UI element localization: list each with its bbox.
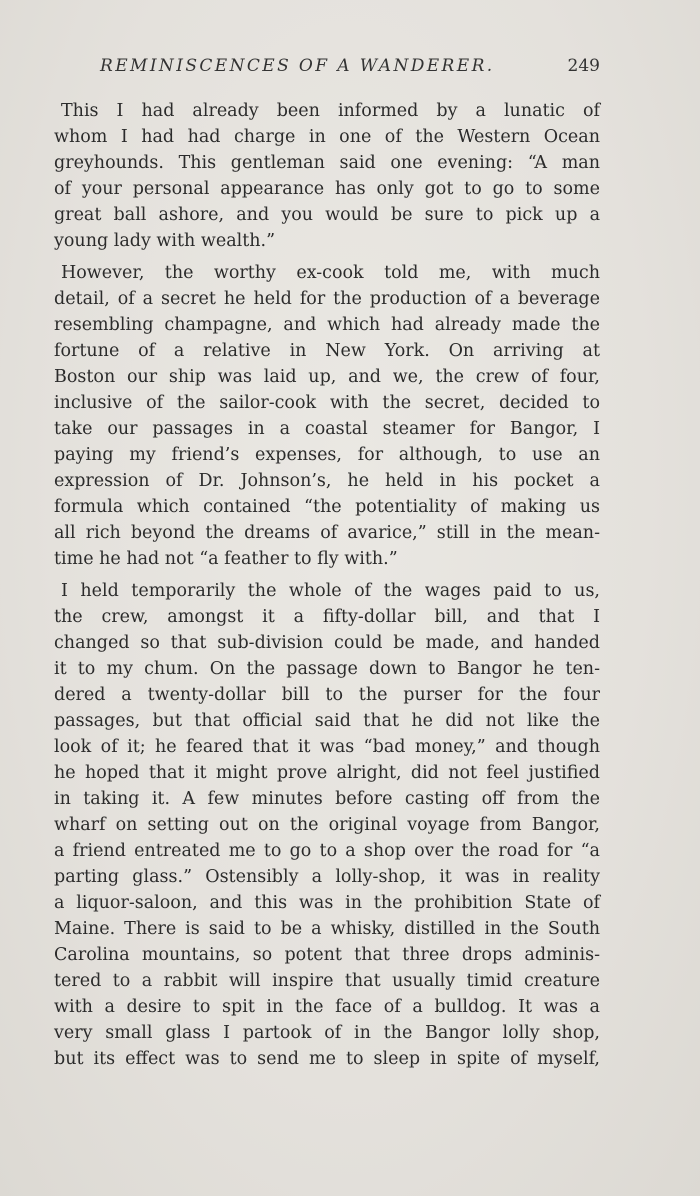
text-line: a liquor-saloon, and this was in the prohibition State of xyxy=(54,893,600,913)
text-line: changed so that sub-division could be made, and handed xyxy=(54,633,600,653)
text-line: look of it; he feared that it was “bad money,” and though xyxy=(54,737,600,757)
running-title: REMINISCENCES OF A WANDERER. xyxy=(100,56,495,76)
text-line: great ball ashore, and you would be sure to pick up a xyxy=(54,205,600,225)
text-line: all rich beyond the dreams of avarice,” still in the mean- xyxy=(54,523,600,543)
text-line: expression of Dr. Johnson’s, he held in his pocket a xyxy=(54,471,600,491)
text-line: but its effect was to send me to sleep in spite of myself, xyxy=(54,1049,600,1069)
text-line: paying my friend’s expenses, for although, to use an xyxy=(54,445,600,465)
text-line: passages, but that official said that he did not like the xyxy=(54,711,600,731)
text-line: of your personal appearance has only got to go to some xyxy=(54,179,600,199)
page-header xyxy=(100,56,600,82)
text-line: the crew, amongst it a fifty-dollar bill, and that I xyxy=(54,607,600,627)
text-line: This I had already been informed by a lunatic of xyxy=(61,101,600,121)
text-line: fortune of a relative in New York. On arriving at xyxy=(54,341,600,361)
paragraph-3 xyxy=(54,578,600,1072)
text-line: tered to a rabbit will inspire that usually timid creature xyxy=(54,971,600,991)
text-line: I held temporarily the whole of the wages paid to us, xyxy=(61,581,600,601)
text-line: Maine. There is said to be a whisky, distilled in the South xyxy=(54,919,600,939)
text-line: in taking it. A few minutes before casting off from the xyxy=(54,789,600,809)
text-line: detail, of a secret he held for the production of a beverage xyxy=(54,289,600,309)
text-line: However, the worthy ex-cook told me, with much xyxy=(61,263,600,283)
text-line: Carolina mountains, so potent that three drops adminis- xyxy=(54,945,600,965)
body-text xyxy=(54,98,600,1072)
text-line: resembling champagne, and which had already made the xyxy=(54,315,600,335)
text-line: parting glass.” Ostensibly a lolly-shop, it was in reality xyxy=(54,867,600,887)
text-line: young lady with wealth.” xyxy=(54,231,276,251)
paragraph-2 xyxy=(54,260,600,572)
text-line: take our passages in a coastal steamer for Bangor, I xyxy=(54,419,600,439)
text-line: greyhounds. This gentleman said one evening: “A man xyxy=(54,153,600,173)
text-line: very small glass I partook of in the Bangor lolly shop, xyxy=(54,1023,600,1043)
text-line: formula which contained “the potentiality of making us xyxy=(54,497,600,517)
text-line: a friend entreated me to go to a shop over the road for “a xyxy=(54,841,600,861)
text-line: inclusive of the sailor-cook with the secret, decided to xyxy=(54,393,600,413)
text-line: dered a twenty-dollar bill to the purser for the four xyxy=(54,685,600,705)
paragraph-1 xyxy=(54,98,600,254)
text-line: he hoped that it might prove alright, did not feel justified xyxy=(54,763,600,783)
text-line: it to my chum. On the passage down to Bangor he ten- xyxy=(54,659,600,679)
text-line: wharf on setting out on the original voyage from Bangor, xyxy=(54,815,600,835)
text-line: with a desire to spit in the face of a bulldog. It was a xyxy=(54,997,600,1017)
text-line: Boston our ship was laid up, and we, the crew of four, xyxy=(54,367,600,387)
page-number: 249 xyxy=(567,56,600,76)
text-line: time he had not “a feather to fly with.” xyxy=(54,549,398,569)
text-line: whom I had had charge in one of the Western Ocean xyxy=(54,127,600,147)
